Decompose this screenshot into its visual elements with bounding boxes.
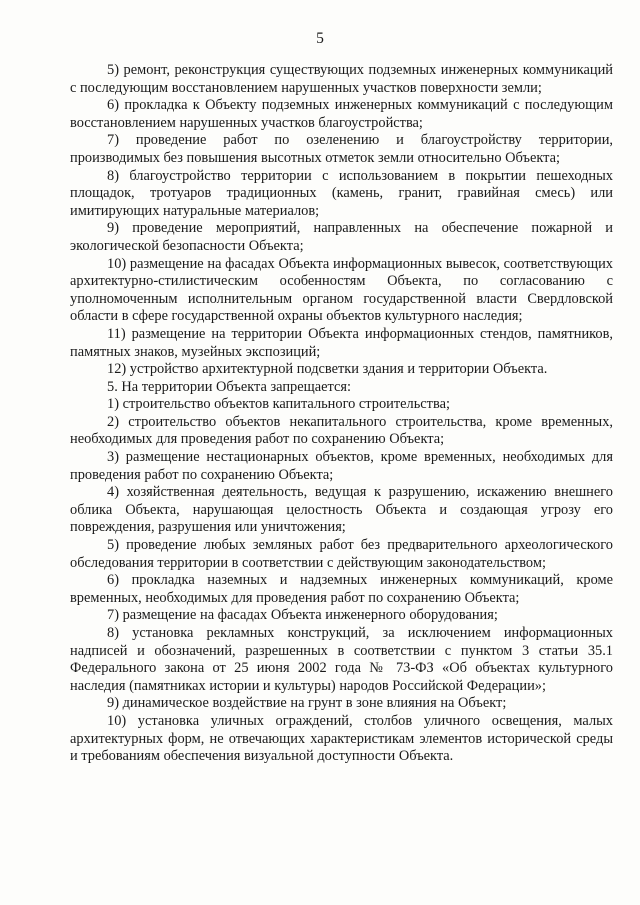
paragraph-item-9-safety: 9) проведение мероприятий, направленных на обеспечение пожарной и экологической безопасности Объекта;	[70, 220, 613, 254]
paragraph-item-12-lighting: 12) устройство архитектурной подсветки здания и территории Объекта.	[107, 361, 548, 378]
paragraph-prohibited-2: 2) строительство объектов некапитального строительства, кроме временных, необходимых для проведения работ по сохранению Объекта;	[70, 413, 613, 448]
section-heading-prohibited: 5. На территории Объекта запрещается:	[107, 378, 351, 395]
paragraph-prohibited-3: 3) размещение нестационарных объектов, кроме временных, необходимых для проведения работ по сохранению Объекта;	[70, 449, 613, 483]
paragraph-prohibited-8: 8) установка рекламных конструкций, за исключением информационных надписей и обозначений, разрешенных в соответствии с пунктом 3 статьи 35.1 Федерального закона от 25 июня 2002 года № 73-ФЗ «Об объектах культурного наследия (памятниках истории и культуры) народов Российской Федерации»;	[70, 625, 613, 694]
paragraph-prohibited-5: 5) проведение любых земляных работ без предварительного археологического обследования территории в соответствии с действующим законодательством;	[70, 537, 613, 571]
paragraph-prohibited-10: 10) установка уличных ограждений, столбов уличного освещения, малых архитектурных форм, не отвечающих характеристикам элементов исторической среды и требованиям обеспечения визуальной доступности Объекта.	[70, 712, 613, 765]
paragraph-item-10-signage: 10) размещение на фасадах Объекта информационных вывесок, соответствующих архитектурно-стилистическим особенностям Объекта, по согласованию с уполномоченным исполнительным органом государственной власти Свердловской области в сфере государственной охраны объектов культурного наследия;	[70, 255, 613, 325]
document-body	[70, 62, 613, 766]
paragraph-item-5-repair: 5) ремонт, реконструкция существующих подземных инженерных коммуникаций с последующим восстановлением нарушенных участков поверхности земли;	[70, 62, 613, 96]
paragraph-prohibited-9: 9) динамическое воздействие на грунт в зоне влияния на Объект;	[107, 695, 507, 712]
paragraph-prohibited-1: 1) строительство объектов капитального строительства;	[107, 396, 450, 413]
paragraph-prohibited-6: 6) прокладка наземных и надземных инженерных коммуникаций, кроме временных, необходимых для проведения работ по сохранению Объекта;	[70, 572, 613, 606]
page-number: 5	[316, 30, 324, 47]
paragraph-item-8-improvement: 8) благоустройство территории с использованием в покрытии пешеходных площадок, тротуаров традиционных (камень, гранит, гравийная смесь) или имитирующих натуральные материалов;	[70, 167, 613, 219]
paragraph-item-7-landscaping: 7) проведение работ по озеленению и благоустройству территории, производимых без повышения высотных отметок земли относительно Объекта;	[70, 132, 613, 166]
paragraph-prohibited-4: 4) хозяйственная деятельность, ведущая к разрушению, искажению внешнего облика Объекта, нарушающая целостность Объекта и создающая угрозу его повреждения, разрушения или уничтожения;	[70, 484, 613, 536]
paragraph-item-11-stands: 11) размещение на территории Объекта информационных стендов, памятников, памятных знаков, музейных экспозиций;	[70, 325, 613, 360]
paragraph-item-6-laying: 6) прокладка к Объекту подземных инженерных коммуникаций с последующим восстановлением нарушенных участков благоустройства;	[70, 97, 613, 131]
paragraph-prohibited-7: 7) размещение на фасадах Объекта инженерного оборудования;	[107, 607, 498, 624]
